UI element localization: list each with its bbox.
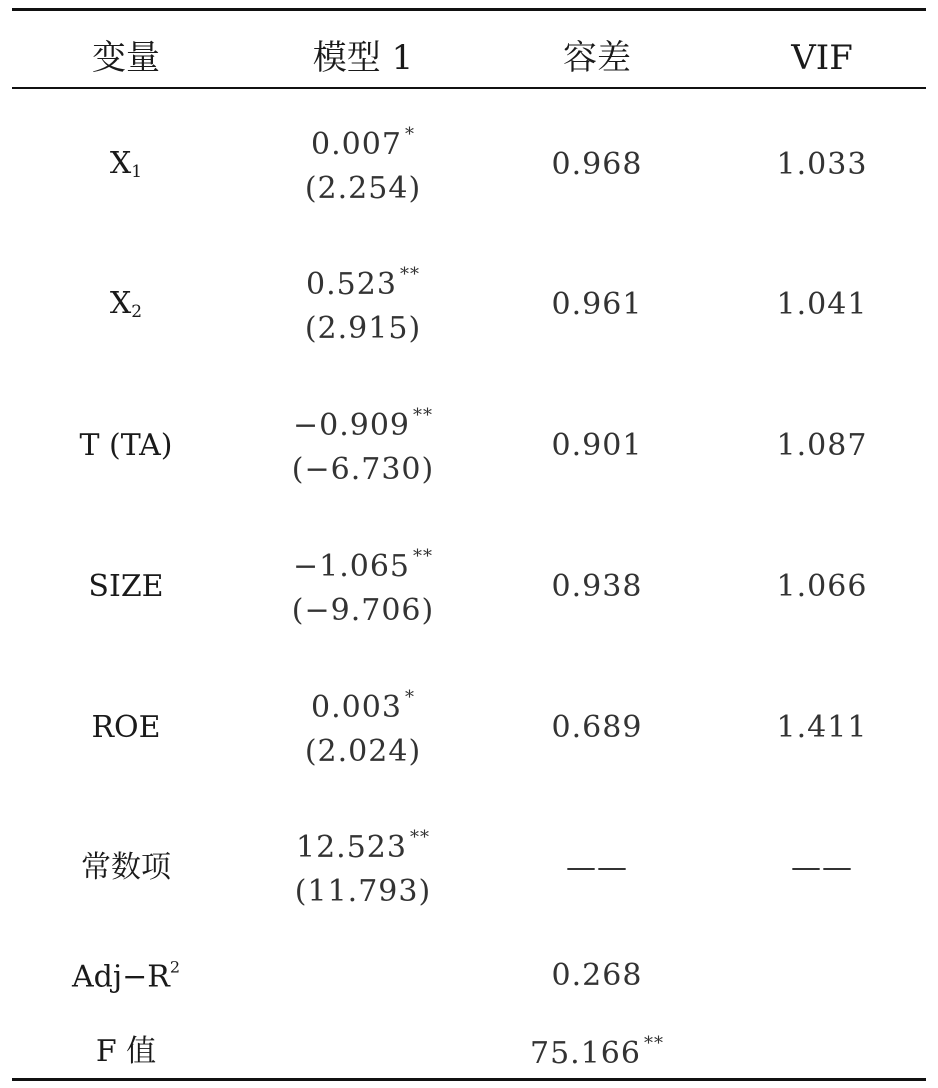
tolerance-value: 0.901 [551, 428, 643, 463]
vif-value: 1.087 [776, 428, 868, 463]
significance-mark: * [404, 687, 415, 708]
t-statistic: (2.254) [304, 171, 422, 206]
significance-mark: ** [413, 405, 434, 426]
row-model-cell [305, 266, 421, 344]
vif-value: —— [791, 850, 853, 885]
adj-r2-label: $Adj-R^2$ [71, 957, 181, 995]
header-model-1: 模型 1 [312, 38, 414, 78]
row-variable: ROE [91, 710, 161, 745]
coefficient: 0.523 [306, 267, 397, 302]
vif-value: 1.066 [776, 569, 868, 604]
coefficient: 0.007 [311, 127, 402, 162]
table-bottom-rule [12, 1078, 926, 1081]
header-vif: VIF [791, 38, 853, 78]
row-model-cell [305, 126, 421, 204]
t-statistic: (−9.706) [291, 593, 435, 628]
f-value: 75.166 ** [530, 1033, 664, 1071]
row-variable: 常数项 [81, 850, 171, 885]
row-model-cell [292, 407, 434, 485]
vif-value: 1.033 [776, 147, 868, 182]
tolerance-value: —— [566, 850, 628, 885]
header-variable: 变量 [92, 38, 160, 78]
row-variable: $X_1$ [109, 146, 143, 182]
row-variable: $X_2$ [109, 286, 143, 322]
f-value-label: F 值 [95, 1034, 157, 1069]
t-statistic: (11.793) [294, 874, 432, 909]
tolerance-value: 0.938 [551, 569, 643, 604]
coefficient: 0.003 [311, 690, 402, 725]
adj-r2-value: 0.268 [551, 958, 643, 993]
tolerance-value: 0.968 [551, 147, 643, 182]
table-header-rule [12, 87, 926, 89]
row-model-cell [295, 829, 431, 907]
coefficient: −1.065 [292, 549, 411, 584]
t-statistic: (−6.730) [291, 452, 435, 487]
significance-mark: ** [399, 264, 420, 285]
t-statistic: (2.915) [304, 311, 422, 346]
t-statistic: (2.024) [304, 734, 422, 769]
significance-mark: ** [413, 546, 434, 567]
vif-value: 1.411 [776, 710, 868, 745]
row-variable: SIZE [88, 569, 164, 604]
tolerance-value: 0.689 [551, 710, 643, 745]
tolerance-value: 0.961 [551, 287, 643, 322]
significance-mark: ** [409, 827, 430, 848]
table-top-rule [12, 8, 926, 11]
coefficient: 12.523 [296, 830, 407, 865]
row-variable: T (TA) [79, 428, 173, 463]
vif-value: 1.041 [776, 287, 868, 322]
row-model-cell [292, 548, 434, 626]
significance-mark: * [404, 124, 415, 145]
header-tolerance: 容差 [563, 38, 631, 78]
coefficient: −0.909 [292, 408, 411, 443]
row-model-cell [305, 689, 421, 767]
